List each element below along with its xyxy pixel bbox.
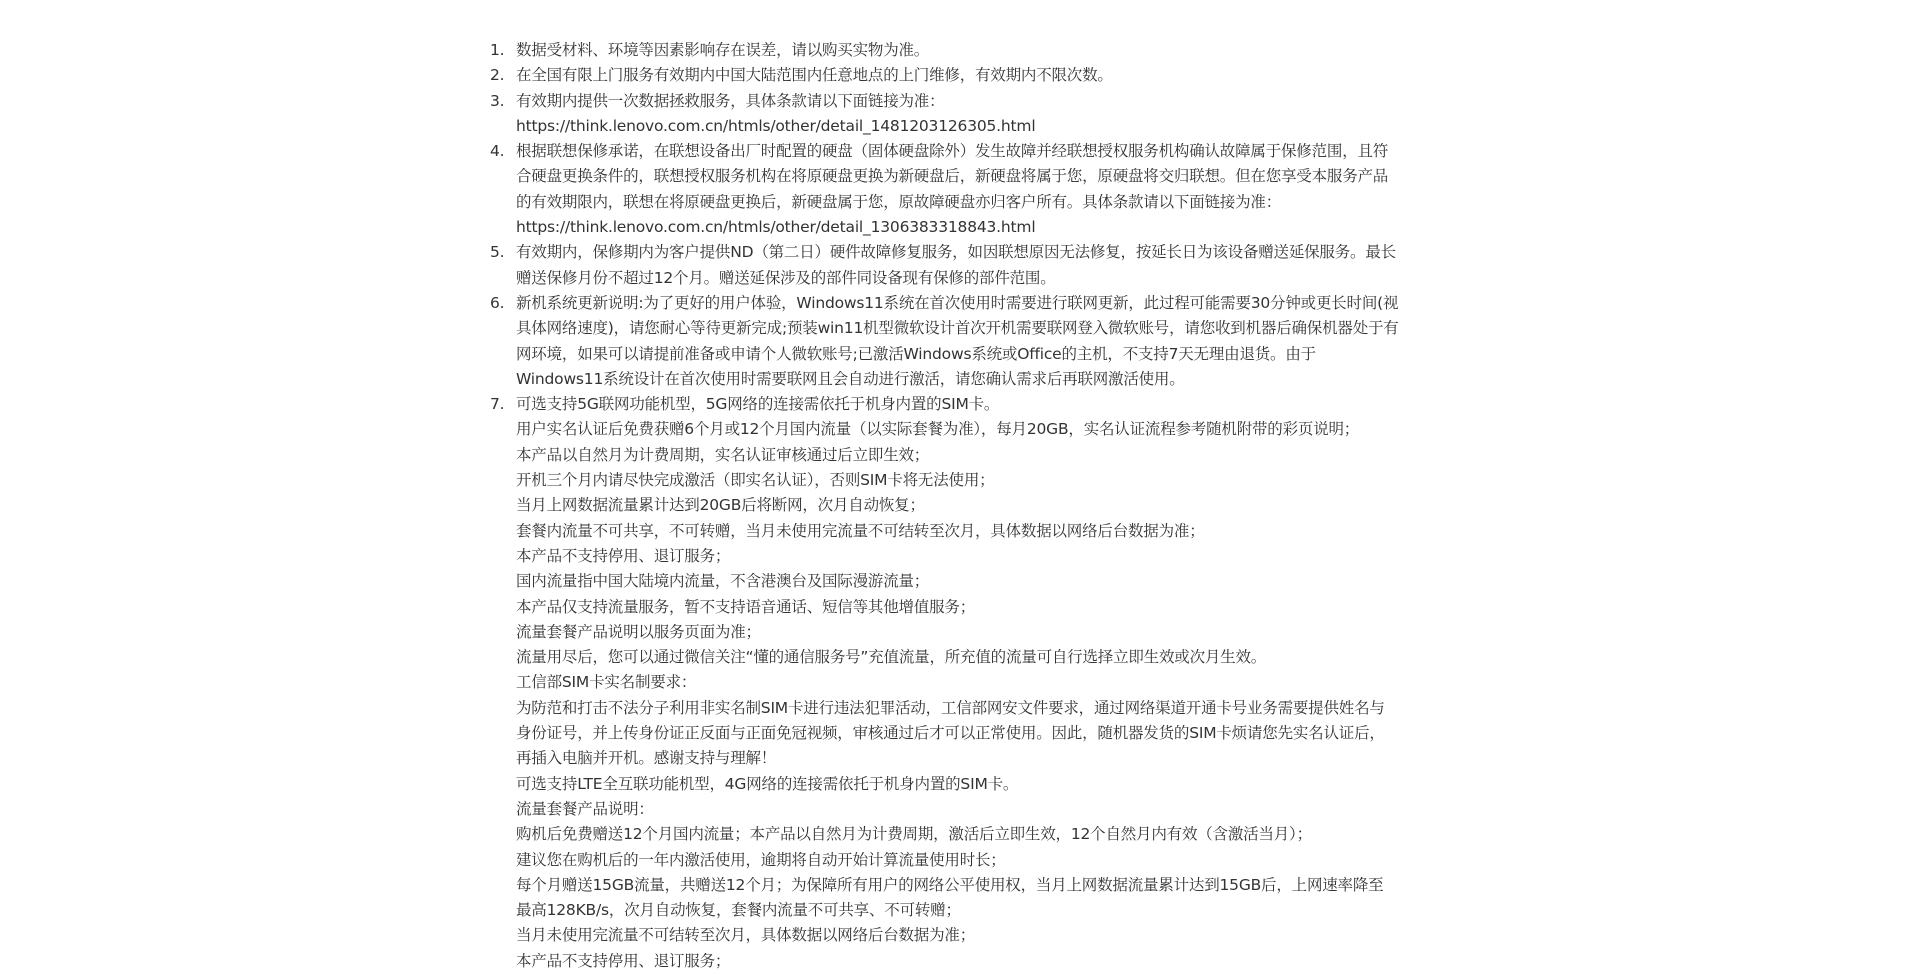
- note-line: 本产品不支持停用、退订服务；: [516, 546, 731, 565]
- note-line: Windows11系统设计在首次使用时需要联网且会自动进行激活，请您确认需求后再联网激活使用。: [516, 369, 1185, 388]
- note-line: 流量套餐产品说明：: [516, 799, 654, 818]
- note-item: [490, 240, 1450, 291]
- note-line: 具体网络速度)，请您耐心等待更新完成;预装win11机型微软设计首次开机需要联网登入微软账号，请您收到机器后确保机器处于有: [516, 319, 1399, 338]
- note-line: 赠送保修月份不超过12个月。赠送延保涉及的部件同设备现有保修的部件范围。: [516, 268, 1056, 287]
- note-line: 的有效期限内，联想在将原硬盘更换后，新硬盘属于您，原故障硬盘亦归客户所有。具体条款请以下面链接为准：: [516, 192, 1282, 211]
- note-line: 有效期内，保修期内为客户提供ND（第二日）硬件故障修复服务，如因联想原因无法修复，按延长日为该设备赠送延保服务。最长: [516, 243, 1396, 262]
- note-number: 3.: [490, 91, 505, 110]
- note-line: 网环境，如果可以请提前准备或申请个人微软账号;已激活Windows系统或Office的主机，不支持7天无理由退货。由于: [516, 344, 1316, 363]
- note-line: 最高128KB/s，次月自动恢复，套餐内流量不可共享、不可转赠；: [516, 901, 961, 920]
- note-line: 用户实名认证后免费获赠6个月或12个月国内流量（以实际套餐为准），每月20GB，实名认证流程参考随机附带的彩页说明；: [516, 420, 1360, 439]
- note-line: 为防范和打击不法分子利用非实名制SIM卡进行违法犯罪活动，工信部网安文件要求，通过网络渠道开通卡号业务需要提供姓名与: [516, 698, 1385, 717]
- note-item: [490, 392, 1450, 974]
- note-number: 4.: [490, 142, 505, 161]
- note-item: [490, 291, 1450, 392]
- note-line: 购机后免费赠送12个月国内流量；本产品以自然月为计费周期，激活后立即生效，12个自然月内有效（含激活当月）；: [516, 825, 1312, 844]
- note-item: [490, 139, 1450, 240]
- note-line: 本产品仅支持流量服务，暂不支持语音通话、短信等其他增值服务；: [516, 597, 976, 616]
- note-line: 当月未使用完流量不可结转至次月，具体数据以网络后台数据为准；: [516, 926, 976, 945]
- note-item: [490, 38, 1450, 63]
- note-line: 套餐内流量不可共享，不可转赠，当月未使用完流量不可结转至次月，具体数据以网络后台数据为准；: [516, 521, 1205, 540]
- note-number: 2.: [490, 66, 505, 85]
- note-line: 本产品以自然月为计费周期，实名认证审核通过后立即生效；: [516, 445, 930, 464]
- notes-list: [490, 38, 1450, 974]
- note-line: 建议您在购机后的一年内激活使用，逾期将自动开始计算流量使用时长；: [516, 850, 1006, 869]
- note-line: https://think.lenovo.com.cn/htmls/other/detail_1481203126305.html: [516, 116, 1036, 135]
- note-line: 合硬盘更换条件的，联想授权服务机构在将原硬盘更换为新硬盘后，新硬盘将属于您，原硬盘将交归联想。但在您享受本服务产品: [516, 167, 1389, 186]
- note-line: 国内流量指中国大陆境内流量，不含港澳台及国际漫游流量；: [516, 572, 930, 591]
- note-item: [490, 63, 1450, 88]
- note-line: 身份证号，并上传身份证正反面与正面免冠视频，审核通过后才可以正常使用。因此，随机器发货的SIM卡烦请您先实名认证后，: [516, 724, 1385, 743]
- note-line: 再插入电脑并开机。感谢支持与理解！: [516, 749, 777, 768]
- note-line: https://think.lenovo.com.cn/htmls/other/detail_1306383318843.html: [516, 218, 1036, 237]
- note-line: 流量用尽后，您可以通过微信关注“懂的通信服务号”充值流量，所充值的流量可自行选择立即生效或次月生效。: [516, 648, 1267, 667]
- note-number: 5.: [490, 243, 505, 262]
- note-line: 本产品不支持停用、退订服务；: [516, 951, 731, 970]
- note-line: 数据受材料、环境等因素影响存在误差，请以购买实物为准。: [516, 41, 930, 59]
- note-line: 在全国有限上门服务有效期内中国大陆范围内任意地点的上门维修，有效期内不限次数。: [516, 66, 1113, 85]
- note-line: 根据联想保修承诺，在联想设备出厂时配置的硬盘（固体硬盘除外）发生故障并经联想授权服务机构确认故障属于保修范围，且符: [516, 142, 1389, 161]
- note-number: 6.: [490, 293, 505, 312]
- note-line: 工信部SIM卡实名制要求：: [516, 673, 697, 692]
- note-line: 可选支持LTE全互联功能机型，4G网络的连接需依托于机身内置的SIM卡。: [516, 774, 1019, 793]
- note-line: 有效期内提供一次数据拯救服务，具体条款请以下面链接为准：: [516, 91, 945, 110]
- note-line: 当月上网数据流量累计达到20GB后将断网，次月自动恢复；: [516, 496, 925, 515]
- note-line: 流量套餐产品说明以服务页面为准；: [516, 622, 761, 641]
- note-number: 7.: [490, 395, 505, 414]
- note-number: 1.: [490, 41, 505, 59]
- note-line: 可选支持5G联网功能机型，5G网络的连接需依托于机身内置的SIM卡。: [516, 395, 1000, 414]
- note-line: 开机三个月内请尽快完成激活（即实名认证），否则SIM卡将无法使用；: [516, 471, 995, 490]
- note-item: [490, 89, 1450, 140]
- note-line: 每个月赠送15GB流量，共赠送12个月；为保障所有用户的网络公平使用权，当月上网数据流量累计达到15GB后，上网速率降至: [516, 875, 1384, 894]
- note-line: 新机系统更新说明:为了更好的用户体验，Windows11系统在首次使用时需要进行联网更新，此过程可能需要30分钟或更长时间(视: [516, 293, 1399, 312]
- product-notes: [490, 38, 1450, 974]
